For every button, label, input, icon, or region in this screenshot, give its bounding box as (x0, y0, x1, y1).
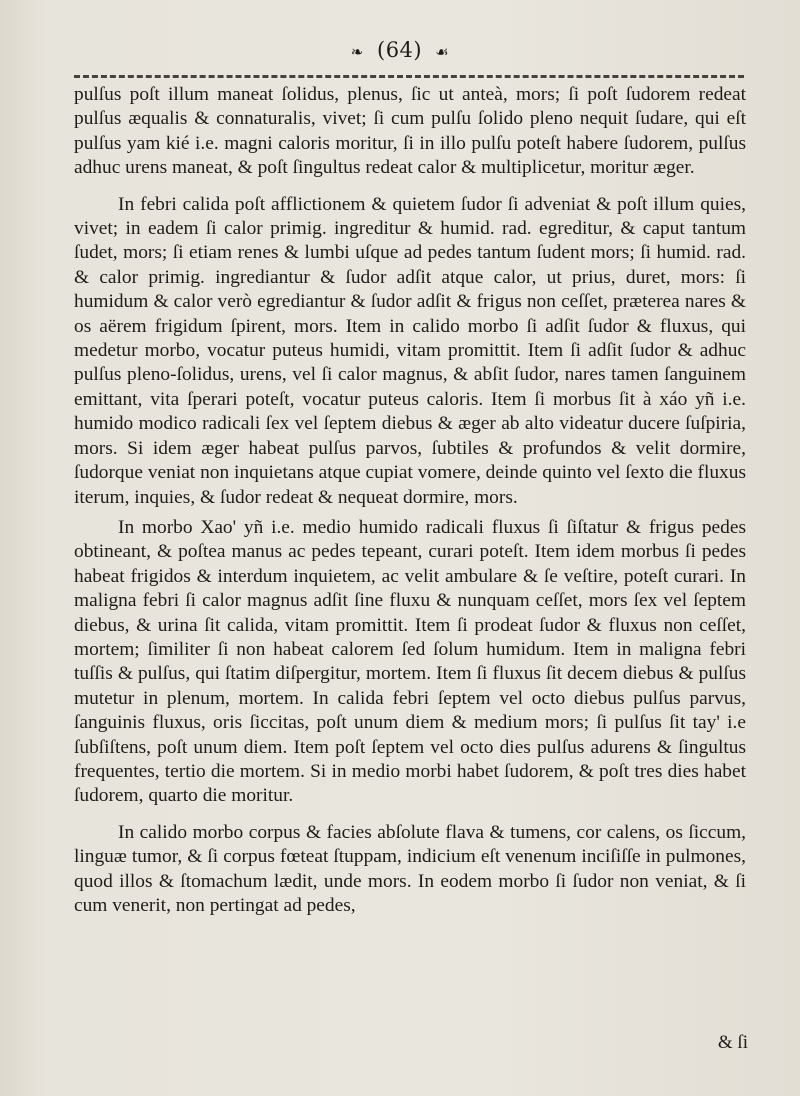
catchword: & ſi (717, 1032, 748, 1053)
paragraph-3: In morbo Xao' yñ i.e. medio humido radicali fluxus ſi ſiſtatur & frigus pedes obtineant, & poſtea manus ac pedes tepeant, curari poteſt. Item idem morbus ſi pedes habeat frigidos & interdum inquietem, ac velit ambulare & ſe veſtire, poteſt curari. In maligna febri ſi calor magnus adſit ſine fluxu & nunquam ceſſet, mors ſex vel ſeptem diebus, & urina ſit calida, vitam promittit. Item ſi prodeat ſudor & fluxus non ceſſet, mortem; ſimiliter ſi non habeat calorem ſed ſolum humidum. Item in maligna febri tuſſis & pulſus, qui ſtatim diſpergitur, mortem. Item ſi fluxus ſit decem diebus & pulſus mutetur in plenum, mortem. In calida febri ſeptem vel octo diebus pulſus parvus, ſanguinis fluxus, oris ſiccitas, poſt unum diem & medium mors; ſi pulſus ſit tay' i.e ſubſiſtens, poſt unum diem. Item poſt ſeptem vel octo dies pulſus adurens & ſingultus frequentes, tertio die mortem. Si in medio morbi habet ſudorem, & poſt tres dies habet ſudorem, quarto die moritur. (74, 516, 746, 807)
page-number: (64) (377, 38, 423, 62)
paragraph-4: In calido morbo corpus & facies abſolute flava & tumens, cor calens, os ſiccum, linguæ tumor, & ſi corpus fœteat ſtuppam, indicium eſt venenum inciſiſſe in pulmones, quod illos & ſtomachum lædit, unde mors. In eodem morbo ſi ſudor non veniat, & ſi cum venerit, non pertingat ad pedes, (74, 821, 746, 916)
ornament-left-icon: ❧ (350, 43, 364, 61)
header-rule (74, 75, 744, 81)
paragraph-1: pulſus poſt illum maneat ſolidus, plenus, ſic ut anteà, mors; ſi poſt ſudorem redeat pulſus æqualis & connaturalis, vivet; ſi cum pulſu ſolido pleno nequit ſudare, qui eſt pulſus yam kié i.e. magni caloris moritur, ſi in illo pulſu poteſt habere ſudorem, pulſus adhuc urens maneat, & poſt ſingultus redeat calor & multiplicetur, moritur æger. (74, 84, 746, 179)
body-text (74, 83, 746, 918)
ornament-right-icon: ☙ (435, 43, 450, 61)
page-header (0, 38, 800, 62)
paragraph-2: In febri calida poſt afflictionem & quietem ſudor ſi adveniat & poſt illum quies, vivet; in eadem ſi calor primig. ingreditur & humid. rad. egreditur, & caput tantum ſudet, mors; ſi etiam renes & lumbi uſque ad pedes tantum ſudent mors; ſi humid. rad. & calor primig. ingrediantur & ſudor adſit atque calor, ut prius, duret, mors: ſi humidum & calor verò egrediantur & ſudor adſit & frigus non ceſſet, præterea nares & os aërem frigidum ſpirent, mors. Item in calido morbo ſi adſit ſudor & fluxus, qui medetur morbo, vocatur puteus humidi, vitam promittit. Item ſi adſit ſudor & adhuc pulſus pleno-ſolidus, urens, vel ſi calor magnus, & abſit ſudor, nares tamen ſanguinem emittant, vita ſperari poteſt, vocatur puteus caloris. Item ſi morbus ſit à xáo yñ i.e. humido modico radicali ſex vel ſeptem diebus & æger ab alto videatur ducere ſuſpiria, mors. Si idem æger habeat pulſus parvos, ſubtiles & profundos & velit dormire, ſudorque veniat non inquietans atque cupiat vomere, deinde quinto vel ſexto die fluxus iterum, inquies, & ſudor redeat & nequeat dormire, mors. (74, 193, 746, 508)
